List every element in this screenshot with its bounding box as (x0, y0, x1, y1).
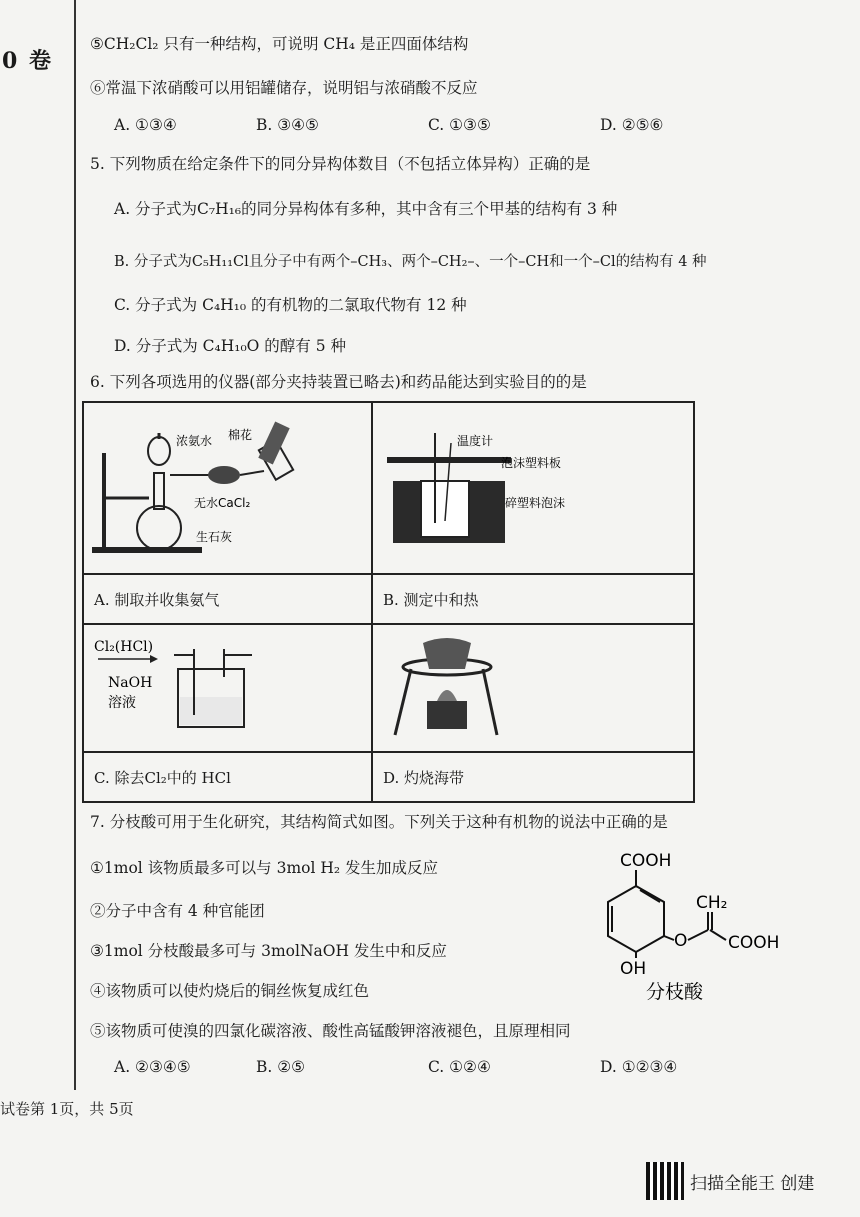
label-cl2-hcl: Cl₂(HCl) (94, 639, 154, 655)
caption-d: D. 灼烧海带 (372, 752, 694, 802)
choice-a: A. ①③④ (114, 116, 177, 134)
q7-statement-2: ②分子中含有 4 种官能团 (90, 902, 265, 920)
label-cotton: 棉花 (228, 428, 253, 442)
q5-stem: 5. 下列物质在给定条件下的同分异构体数目（不包括立体异构）正确的是 (90, 155, 591, 173)
label-naoh: NaOH (108, 675, 153, 691)
q7-statement-1: ①1mol 该物质最多可以与 3mol H₂ 发生加成反应 (90, 859, 439, 877)
structure-o: O (674, 931, 688, 951)
caption-b: B. 测定中和热 (372, 574, 694, 624)
q5-option-d: D. 分子式为 C₄H₁₀O 的醇有 5 种 (114, 337, 347, 355)
structure-ch2: CH₂ (696, 893, 728, 913)
scanner-watermark (646, 1162, 814, 1200)
crucible-figure (373, 625, 693, 747)
figure-b-cell (372, 402, 694, 574)
caption-c: C. 除去Cl₂中的 HCl (83, 752, 372, 802)
q7-choice-c: C. ①②④ (428, 1058, 491, 1076)
label-cacl2: 无水CaCl₂ (194, 496, 251, 510)
structure-oh: OH (620, 959, 647, 979)
gas-wash-figure (84, 625, 371, 747)
label-thermometer: 温度计 (457, 434, 494, 448)
q7-statement-3: ③1mol 分枝酸最多可与 3molNaOH 发生中和反应 (90, 942, 447, 960)
figure-d-cell (372, 624, 694, 752)
structure-name: 分枝酸 (646, 981, 704, 1003)
scanner-text: 扫描全能王 创建 (690, 1173, 815, 1194)
q5-option-a: A. 分子式为C₇H₁₆的同分异构体有多种，其中含有三个甲基的结构有 3 种 (114, 200, 618, 218)
ammonia-apparatus-figure (84, 403, 371, 569)
q5-option-c: C. 分子式为 C₄H₁₀ 的有机物的二氯取代物有 12 种 (114, 296, 467, 314)
q7-statement-4: ④该物质可以使灼烧后的铜丝恢复成红色 (90, 982, 370, 1000)
page-footer: 试卷第 1页，共 5页 (0, 1100, 134, 1118)
label-foam-board: 泡沫塑料板 (501, 456, 562, 470)
apparatus-table (82, 401, 695, 803)
choice-b: B. ③④⑤ (256, 116, 319, 134)
qr-code-icon (646, 1162, 684, 1200)
q7-statement-5: ⑤该物质可使溴的四氯化碳溶液、酸性高锰酸钾溶液褪色，且原理相同 (90, 1022, 571, 1040)
q7-stem: 7. 分枝酸可用于生化研究，其结构简式如图。下列关于这种有机物的说法中正确的是 (90, 813, 668, 831)
q7-choice-a: A. ②③④⑤ (114, 1058, 191, 1076)
branch-acid-structure (592, 848, 812, 1008)
q5-option-b: B. 分子式为C₅H₁₁Cl且分子中有两个–CH₃、两个–CH₂–、一个–CH和一个–Cl的结构有 4 种 (114, 254, 707, 270)
calorimeter-figure (373, 403, 693, 569)
caption-a: A. 制取并收集氨气 (83, 574, 372, 624)
statement-6: ⑥常温下浓硝酸可以用铝罐储存，说明铝与浓硝酸不反应 (90, 79, 478, 97)
q7-choice-b: B. ②⑤ (256, 1058, 306, 1076)
label-lime: 生石灰 (196, 530, 233, 544)
figure-a-cell (83, 402, 372, 574)
label-solution: 溶液 (108, 695, 136, 711)
choice-c: C. ①③⑤ (428, 116, 491, 134)
structure-cooh-top: COOH (620, 851, 672, 871)
q7-choice-d: D. ①②③④ (600, 1058, 678, 1076)
label-ammonia: 浓氨水 (176, 434, 213, 448)
side-label: 0 卷 (2, 48, 53, 74)
q6-stem: 6. 下列各项选用的仪器(部分夹持装置已略去)和药品能达到实验目的的是 (90, 373, 587, 391)
structure-cooh-right: COOH (728, 933, 780, 953)
figure-c-cell (83, 624, 372, 752)
q7-choices (114, 1058, 677, 1076)
q4-choices (114, 116, 663, 134)
choice-d: D. ②⑤⑥ (600, 116, 664, 134)
binding-line (74, 0, 76, 1090)
label-foam: 碎塑料泡沫 (505, 496, 566, 510)
statement-5: ⑤CH₂Cl₂ 只有一种结构，可说明 CH₄ 是正四面体结构 (90, 35, 469, 53)
